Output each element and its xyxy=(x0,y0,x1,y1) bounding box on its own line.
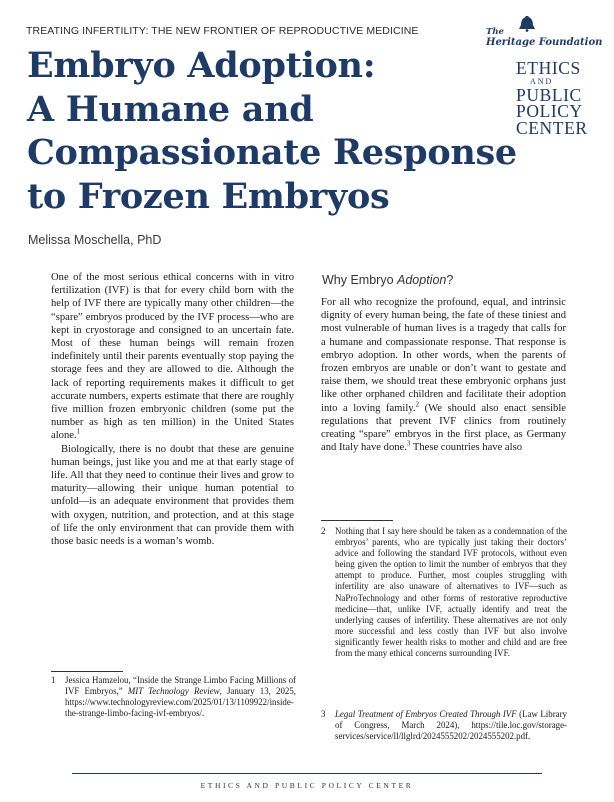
eppc-wordmark: ETHICS AND PUBLIC POLICY CENTER xyxy=(516,58,588,138)
footer-rule xyxy=(72,773,542,774)
title-line: A Humane and xyxy=(27,88,314,130)
paragraph: One of the most serious ethical concerns with in vitro fertilization (IVF) is that for every child born with the help of IVF there are typically many other children—the “spare” embryos produced by the IVF process—who are kept in cryostorage and consigned to an uncertain fate. Most of these human beings will remain frozen indefinitely until their parents eventually stop paying the storage fees and they are allowed to die. Although the lack of reporting requirements makes it difficult to get accurate numbers, experts estimate that there are roughly five million frozen embryonic children (some put the number as high as ten million) in the United States alone.$^1$ xyxy=(51,272,294,442)
title-line: Embryo Adoption: xyxy=(27,45,376,86)
footnote-ref: 1 xyxy=(76,427,81,436)
author: Melissa Moschella, PhD xyxy=(28,233,162,247)
body-column-left xyxy=(51,271,294,548)
series-label: TREATING INFERTILITY: THE NEW FRONTIER OF REPRODUCTIVE MEDICINE xyxy=(26,25,419,37)
title-line: Compassionate Response xyxy=(27,132,517,173)
body-column-right xyxy=(321,296,566,454)
paragraph: Biologically, there is no doubt that these are genuine human beings, just like you and me at that early stage of life. All that they need to continue their lives and grow to maturity—allowing their unique human potential to unfold—is an adequate environment that provides them with oxygen, nutrition, and protection, and at this stage of life the only environment that can provide them with those basic needs is a woman’s womb. xyxy=(51,443,294,548)
title-line: to Frozen Embryos xyxy=(27,175,390,217)
footnote-rule xyxy=(321,520,393,521)
footnote-2: 2 Nothing that I say here should be taken as a condemnation of the embryos’ parents, who are typically just taking their doctors’ advice and following the standard IVF protocols, without even being given the option to limit the number of embryos that they attempt to produce. Further, most couples struggling with infertility are also unaware of alternatives to IVF—such as NaProTechnology and other forms of restorative reproductive medicine—that, unlike IVF, actually identify and treat the underlying causes of infertility. These alternatives are not only more successful and less costly than IVF but also involve significantly fewer health risks to mother and child and are free from the many ethical concerns surrounding IVF. xyxy=(321,526,567,659)
heritage-foundation-wordmark: The Heritage Foundation xyxy=(486,27,603,48)
footnote-rule xyxy=(51,671,123,672)
section-heading: Why Embryo Adoption? xyxy=(322,273,454,287)
footnote-3: 3 Legal Treatment of Embryos Created Through IVF (Law Library of Congress, March 2024), https://tile.loc.gov/storage-services/service/ll/llglrd/2024555202/2024555202.pdf. xyxy=(321,709,567,742)
footnote-ref: 2 xyxy=(415,400,420,409)
page-title xyxy=(27,44,517,218)
footnote-ref: 3 xyxy=(406,439,411,448)
footer-label: ETHICS AND PUBLIC POLICY CENTER xyxy=(200,781,414,790)
footnote-1: 1 Jessica Hamzelou, “Inside the Strange Limbo Facing Millions of IVF Embryos,” MIT Technology Review, January 13, 2025, https://www.technologyreview.com/2025/01/13/1109922/inside-the-strange-limbo-facing-ivf-embryos/. xyxy=(51,675,296,719)
paragraph: For all who recognize the profound, equal, and intrinsic dignity of every human being, the fate of these tiniest and most vulnerable of human lives is a tragedy that calls for a humane and compassionate response. That response is embryo adoption. In other words, when the parents of frozen embryos are unable or don’t want to gestate and raise them, we should treat these embryonic orphans just like other orphaned children and facilitate their adoption into a loving family.$^2$ (We should also enact sensible regulations that prevent IVF clinics from routinely creating “spare” embryos in the first place, as Germany and Italy have done.$^3$ These countries have also xyxy=(321,297,566,454)
